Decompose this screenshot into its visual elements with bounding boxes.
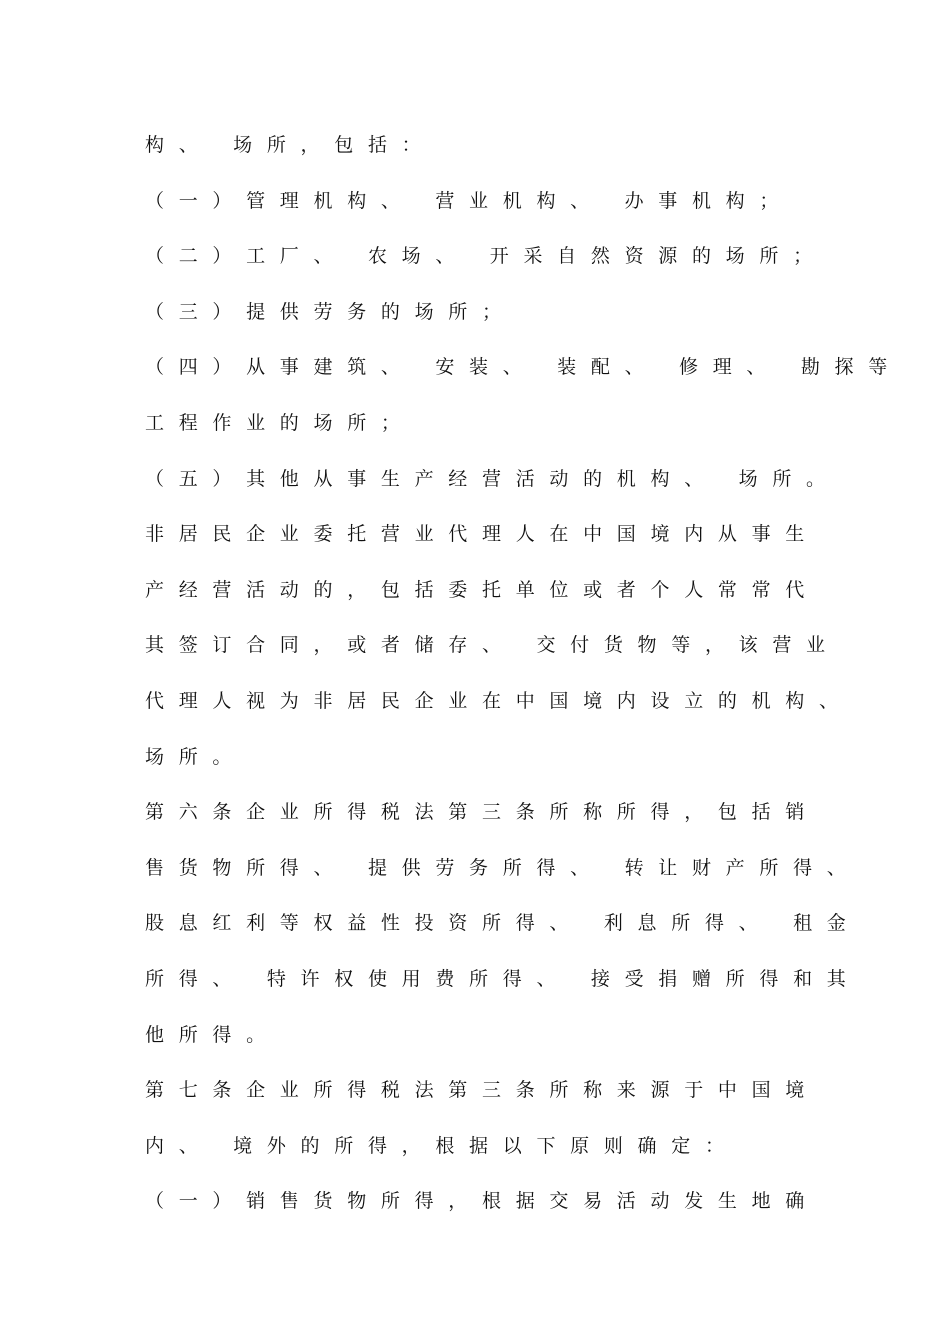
text-line: 股息红利等权益性投资所得、 利息所得、 租金 [145,912,861,935]
text-line: 所得、 特许权使用费所得、 接受捐赠所得和其 [145,967,861,990]
text-line: （二）工厂、 农场、 开采自然资源的场所； [145,245,827,268]
text-line: （五）其他从事生产经营活动的机构、 场所。 [145,467,840,490]
text-line: 场所。 [145,745,247,768]
text-line: 售货物所得、 提供劳务所得、 转让财产所得、 [145,856,861,879]
text-line: 代理人视为非居民企业在中国境内设立的机构、 [145,689,853,712]
text-line: （四）从事建筑、 安装、 装配、 修理、 勘探等 [145,356,902,379]
text-line: 他所得。 [145,1023,280,1046]
text-line: 非居民企业委托营业代理人在中国境内从事生 [145,523,820,546]
text-line: 其签订合同，或者储存、 交付货物等，该营业 [145,634,840,657]
text-line: 内、 境外的所得，根据以下原则确定： [145,1134,739,1157]
text-line: 工程作业的场所； [145,411,415,434]
text-line: 构、 场所，包括： [145,134,436,156]
text-line: 第六条企业所得税法第三条所称所得，包括销 [145,801,820,824]
text-line: 第七条企业所得税法第三条所称来源于中国境 [145,1079,820,1102]
text-line: （一）管理机构、 营业机构、 办事机构； [145,189,794,212]
text-line: （一）销售货物所得，根据交易活动发生地确 [145,1190,820,1213]
text-line: 产经营活动的，包括委托单位或者个人常常代 [145,578,820,601]
document-body [145,127,935,1239]
text-line: （三）提供劳务的场所； [145,300,516,323]
